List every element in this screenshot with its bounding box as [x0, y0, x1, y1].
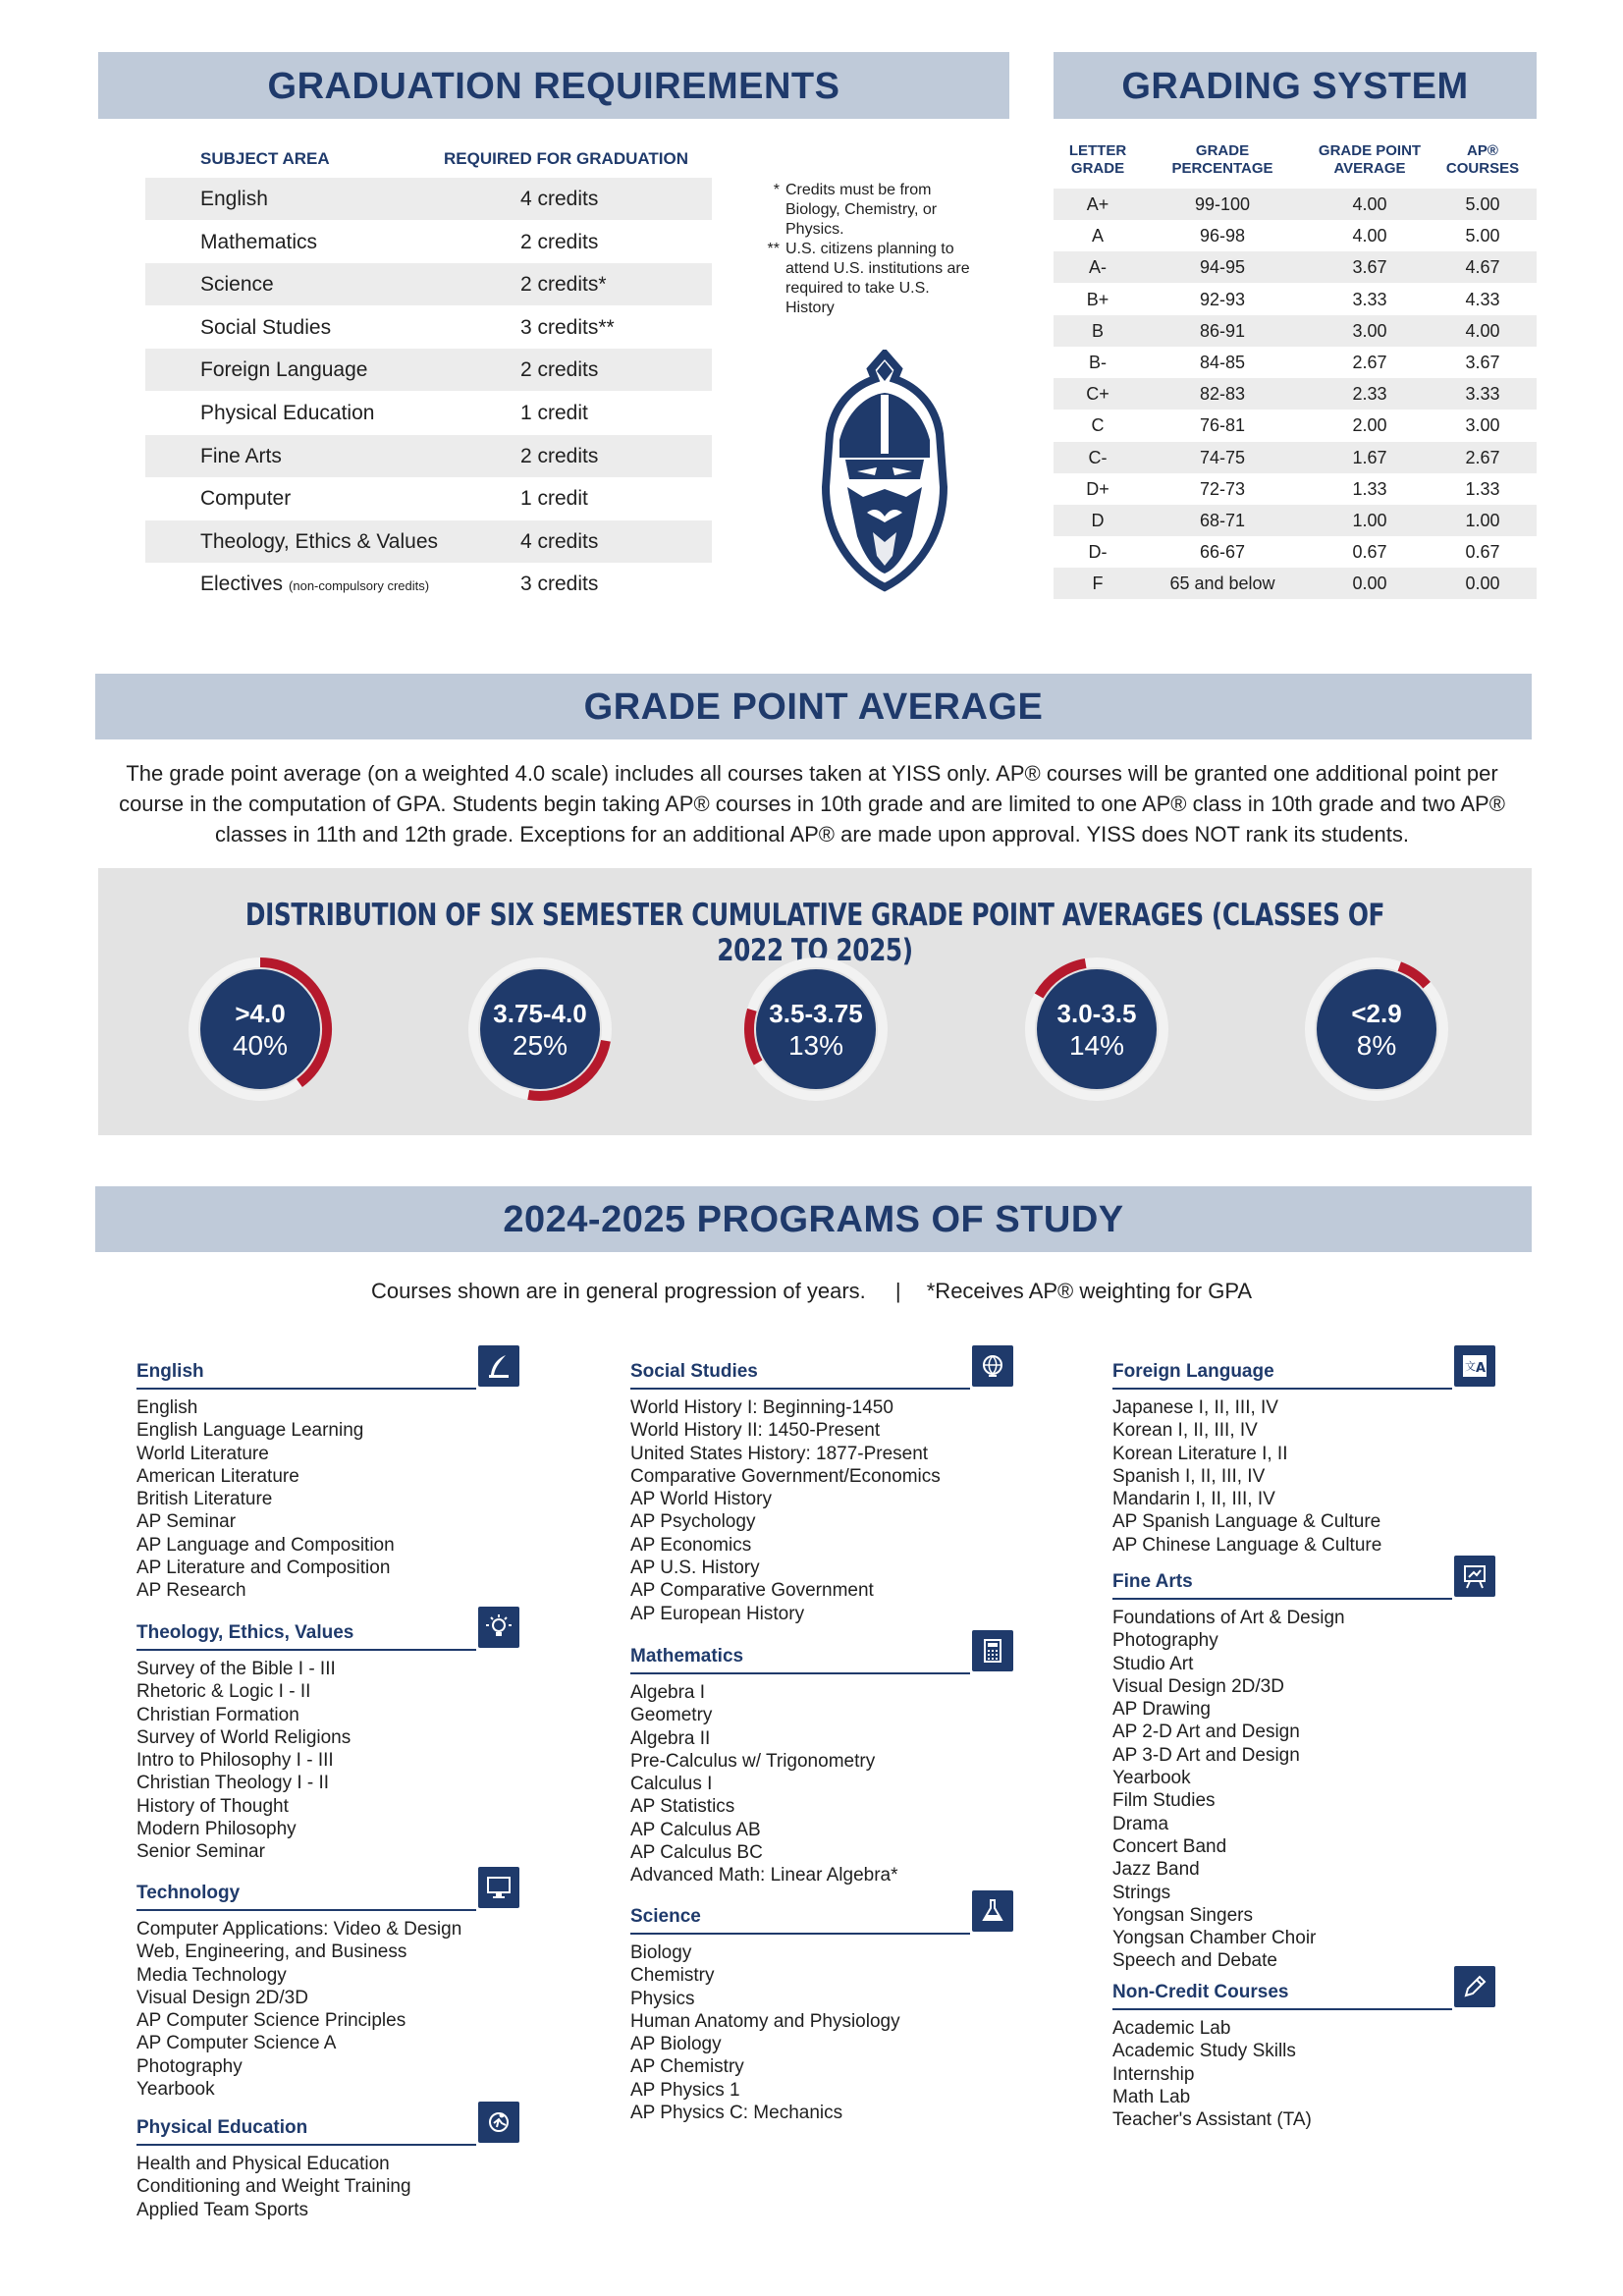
gpa-donut — [743, 957, 889, 1102]
course-item: Academic Study Skills — [1112, 2041, 1296, 2062]
course-item: Chemistry — [630, 1965, 715, 1987]
donut-percent: 8% — [1356, 1030, 1397, 1061]
gs-ap: 1.00 — [1465, 511, 1500, 530]
course-item: Algebra II — [630, 1727, 711, 1749]
course-item: Spanish I, II, III, IV — [1112, 1465, 1266, 1487]
lightbulb-icon — [478, 1607, 519, 1648]
course-item: Foundations of Art & Design — [1112, 1608, 1345, 1628]
donut-range: >4.0 — [235, 999, 286, 1028]
course-item: AP Seminar — [136, 1511, 237, 1533]
grad-subject-name: Social Studies — [200, 315, 332, 339]
grad-row — [145, 392, 712, 434]
grad-subject-name: Foreign Language — [200, 358, 368, 382]
grad-row — [145, 178, 712, 220]
course-item: AP Chinese Language & Culture — [1112, 1534, 1382, 1556]
course-item: Korean I, II, III, IV — [1112, 1420, 1258, 1442]
course-item: Biology — [630, 1942, 692, 1963]
course-item: AP Computer Science A — [136, 2033, 337, 2054]
gs-ap: 4.33 — [1465, 289, 1500, 309]
category-rule — [136, 1649, 476, 1651]
note-science: * Credits must be from Biology, Chemistry, or Physics. — [773, 182, 938, 238]
course-list — [136, 1658, 351, 1864]
distribution-title: DISTRIBUTION OF SIX SEMESTER CUMULATIVE GRADE POINT AVERAGES (CLASSES OF 2022 TO 2025) — [244, 898, 1385, 968]
category-title: Physical Education — [136, 2117, 308, 2138]
gs-letter: C — [1091, 415, 1105, 436]
gs-col-letter: LETTER GRADE — [1068, 142, 1127, 177]
course-item: Academic Lab — [1112, 2018, 1231, 2039]
course-item: Internship — [1112, 2063, 1195, 2085]
grading-banner: GRADING SYSTEM — [1054, 52, 1537, 119]
course-item: AP Language and Composition — [136, 1534, 395, 1556]
globe-icon — [972, 1345, 1013, 1387]
category-rule — [1112, 2008, 1452, 2010]
course-item: World History I: Beginning-1450 — [630, 1397, 893, 1418]
grad-credits: 4 credits — [520, 529, 599, 553]
gs-letter: A — [1091, 226, 1104, 246]
grading-row — [1054, 536, 1537, 568]
course-item: AP Physics C: Mechanics — [630, 2103, 843, 2124]
course-item: AP Physics 1 — [630, 2079, 740, 2101]
gs-ap: 4.00 — [1465, 320, 1500, 341]
course-item: Human Anatomy and Physiology — [630, 2010, 900, 2032]
course-item: Yongsan Chamber Choir — [1112, 1928, 1317, 1949]
course-item: AP Chemistry — [630, 2056, 744, 2078]
note-history: ** U.S. citizens planning to attend U.S. institutions are required to take U.S. History — [767, 241, 970, 316]
course-item: Physics — [630, 1988, 695, 2009]
course-list — [1112, 2017, 1312, 2131]
category-title: Foreign Language — [1112, 1361, 1274, 1382]
course-item: Christian Formation — [136, 1704, 299, 1725]
course-item: AP Spanish Language & Culture — [1112, 1511, 1381, 1533]
gs-gpa: 4.00 — [1352, 194, 1387, 214]
category-title: Non-Credit Courses — [1112, 1982, 1289, 2002]
grad-row — [145, 306, 712, 349]
gs-gpa: 2.00 — [1352, 415, 1387, 436]
donut-graphic — [1024, 957, 1169, 1102]
donut-center — [1317, 969, 1436, 1089]
course-item: Math Lab — [1112, 2086, 1191, 2107]
course-list — [136, 1396, 395, 1603]
programs-subtitle-text: Courses shown are in general progression of years. — [370, 1279, 866, 1303]
course-item: Advanced Math: Linear Algebra* — [630, 1865, 898, 1886]
grad-subject-name: Theology, Ethics & Values — [200, 529, 439, 553]
course-item: Health and Physical Education — [136, 2154, 390, 2174]
grading-row — [1054, 315, 1537, 347]
donut-center — [480, 969, 600, 1089]
grad-subject-name: Fine Arts — [200, 444, 282, 467]
course-item: Drama — [1112, 1813, 1169, 1834]
course-item: Intro to Philosophy I - III — [136, 1750, 334, 1772]
course-item: Conditioning and Weight Training — [136, 2176, 411, 2198]
gs-col-gpa: GRADE POINT AVERAGE — [1318, 142, 1422, 177]
course-item: Media Technology — [136, 1964, 287, 1986]
donut-graphic — [188, 957, 333, 1102]
course-list — [136, 2153, 411, 2221]
gs-letter: D — [1091, 511, 1105, 530]
donut-range: 3.75-4.0 — [493, 999, 587, 1028]
course-item: Web, Engineering, and Business — [136, 1941, 407, 1963]
gpa-banner: GRADE POINT AVERAGE — [95, 674, 1532, 739]
grad-row — [145, 563, 712, 605]
course-item: Senior Seminar — [136, 1841, 265, 1863]
grad-subject — [200, 188, 268, 211]
grad-subject-name: Physical Education — [200, 402, 375, 424]
course-item: Photography — [136, 2055, 243, 2077]
grad-row — [145, 477, 712, 519]
grad-subject-note: (non-compulsory credits) — [289, 578, 430, 594]
course-list — [1112, 1607, 1345, 1973]
grad-subject — [200, 231, 317, 254]
donut-graphic — [467, 957, 613, 1102]
grad-subject — [200, 573, 429, 596]
grad-col-required: REQUIRED FOR GRADUATION — [444, 149, 689, 168]
category-rule — [1112, 1388, 1452, 1390]
gs-ap: 3.67 — [1465, 353, 1500, 372]
grad-credits: 3 credits — [520, 573, 599, 596]
monitor-icon — [478, 1867, 519, 1908]
course-item: AP U.S. History — [630, 1558, 760, 1579]
flask-icon — [972, 1890, 1013, 1932]
course-item: English Language Learning — [136, 1420, 364, 1442]
pencil-icon — [1454, 1966, 1495, 2007]
programs-subtitle-note: *Receives AP® weighting for GPA — [926, 1279, 1253, 1303]
course-item: Yearbook — [1112, 1768, 1191, 1789]
gs-percent: 92-93 — [1199, 289, 1246, 309]
gpa-description: The grade point average (on a weighted 4.0 scale) includes all courses taken at YISS only. AP® courses will be granted one additional point per course in the computation of GPA. Students begin taking AP® courses in 10th grade and are limited to one AP® class in 10th grade and two AP® classes in 11th and 12th grade. Exceptions for an additional AP® are made upon approval. YISS does NOT rank its students. — [119, 761, 1505, 847]
course-item: Strings — [1112, 1882, 1171, 1903]
course-item: English — [136, 1397, 198, 1418]
course-item: AP European History — [630, 1603, 805, 1624]
gs-gpa: 2.67 — [1352, 353, 1387, 372]
gpa-donut — [467, 957, 613, 1102]
graduation-notes — [764, 181, 980, 318]
course-item: AP World History — [630, 1489, 772, 1510]
course-item: Concert Band — [1112, 1835, 1227, 1857]
course-item: Korean Literature I, II — [1112, 1443, 1288, 1464]
gs-gpa: 3.00 — [1352, 320, 1387, 341]
category-rule — [630, 1388, 970, 1390]
grad-subject-name: Electives — [200, 573, 284, 596]
gs-gpa: 0.00 — [1352, 574, 1387, 594]
gs-gpa: 1.67 — [1352, 447, 1387, 467]
translate-icon — [1454, 1345, 1495, 1387]
course-list — [630, 1681, 898, 1887]
gpa-donut — [1304, 957, 1449, 1102]
grad-credits: 2 credits — [520, 358, 599, 382]
course-item: Teacher's Assistant (TA) — [1112, 2109, 1312, 2131]
category-title: Fine Arts — [1112, 1571, 1193, 1592]
programs-subtitle — [0, 1279, 1623, 1304]
donut-percent: 40% — [232, 1030, 289, 1061]
gs-percent: 65 and below — [1169, 574, 1275, 594]
gs-percent: 94-95 — [1199, 257, 1246, 278]
grad-credits: 2 credits — [520, 444, 599, 467]
course-list — [136, 1918, 461, 2101]
donut-range: 3.5-3.75 — [769, 999, 863, 1028]
course-item: Algebra I — [630, 1682, 706, 1703]
course-item: AP 2-D Art and Design — [1112, 1722, 1300, 1743]
gs-letter: A+ — [1086, 194, 1109, 214]
course-item: American Literature — [136, 1465, 299, 1487]
grad-subject — [200, 487, 291, 511]
grad-subject — [200, 358, 367, 382]
donut-range: 3.0-3.5 — [1056, 999, 1137, 1028]
grad-subject — [200, 402, 374, 425]
grad-credits: 1 credit — [520, 487, 588, 511]
course-item: AP Computer Science Principles — [136, 2010, 406, 2032]
donut-graphic — [1304, 957, 1449, 1102]
grading-row — [1054, 378, 1537, 410]
course-item: Speech and Debate — [1112, 1950, 1277, 1972]
calculator-icon — [972, 1630, 1013, 1671]
gs-letter: D+ — [1086, 478, 1109, 499]
gs-percent: 99-100 — [1194, 194, 1251, 214]
gs-gpa: 2.33 — [1352, 384, 1387, 405]
course-item: Pre-Calculus w/ Trigonometry — [630, 1750, 876, 1772]
gs-percent: 68-71 — [1199, 511, 1246, 530]
course-item: History of Thought — [136, 1795, 289, 1817]
category-rule — [630, 1672, 970, 1674]
gs-percent: 82-83 — [1199, 384, 1246, 405]
svg-text:A: A — [1476, 1361, 1487, 1376]
course-item: World Literature — [136, 1443, 269, 1464]
grad-subject — [200, 445, 282, 468]
course-item: AP Calculus AB — [630, 1819, 761, 1840]
grading-row — [1054, 347, 1537, 378]
grad-subject — [200, 273, 274, 297]
donut-center — [200, 969, 320, 1089]
course-item: Computer Applications: Video & Design — [136, 1919, 462, 1940]
donut-percent: 14% — [1068, 1030, 1125, 1061]
course-item: Calculus I — [630, 1774, 713, 1795]
grading-row — [1054, 505, 1537, 536]
grad-row — [145, 221, 712, 263]
gpa-donut — [1024, 957, 1169, 1102]
course-item: Jazz Band — [1112, 1859, 1200, 1881]
gs-ap: 5.00 — [1465, 194, 1500, 214]
donut-center — [1037, 969, 1157, 1089]
category-title: Science — [630, 1906, 701, 1927]
gs-percent: 86-91 — [1199, 320, 1246, 341]
grad-row — [145, 435, 712, 477]
course-item: Visual Design 2D/3D — [1112, 1675, 1284, 1697]
gs-gpa: 1.33 — [1352, 478, 1387, 499]
knight-mascot-icon — [818, 350, 951, 592]
grad-row — [145, 520, 712, 563]
gs-ap: 2.67 — [1465, 447, 1500, 467]
gs-percent: 96-98 — [1199, 226, 1246, 246]
gs-letter: A- — [1089, 257, 1107, 278]
course-item: AP Comparative Government — [630, 1580, 874, 1602]
gs-gpa: 3.67 — [1352, 257, 1387, 278]
course-item: British Literature — [136, 1489, 273, 1510]
grad-row — [145, 263, 712, 305]
graduation-banner: GRADUATION REQUIREMENTS — [98, 52, 1009, 119]
gs-letter: D- — [1088, 542, 1108, 563]
category-rule — [1112, 1598, 1452, 1600]
category-title: Theology, Ethics, Values — [136, 1622, 354, 1643]
programs-subtitle-separator: | — [894, 1279, 901, 1303]
grading-row — [1054, 220, 1537, 251]
course-item: Survey of World Religions — [136, 1726, 352, 1748]
grading-row — [1054, 442, 1537, 473]
course-item: Mandarin I, II, III, IV — [1112, 1489, 1275, 1510]
grad-subject — [200, 316, 331, 340]
course-item: Modern Philosophy — [136, 1819, 297, 1840]
course-item: AP Research — [136, 1580, 246, 1602]
gs-gpa: 4.00 — [1352, 226, 1387, 246]
course-item: AP 3-D Art and Design — [1112, 1744, 1300, 1766]
grading-row — [1054, 284, 1537, 315]
gs-ap: 1.33 — [1465, 478, 1500, 499]
gs-letter: F — [1092, 574, 1104, 594]
category-rule — [136, 1388, 476, 1390]
course-list — [630, 1941, 900, 2124]
grad-credits: 1 credit — [520, 402, 588, 424]
course-item: Studio Art — [1112, 1653, 1194, 1674]
grad-row — [145, 349, 712, 391]
programs-banner: 2024-2025 PROGRAMS OF STUDY — [95, 1186, 1532, 1252]
grading-row — [1054, 568, 1537, 599]
gs-gpa: 0.67 — [1352, 542, 1387, 563]
grad-credits: 2 credits* — [520, 273, 607, 297]
running-icon — [478, 2102, 519, 2143]
grad-credits: 4 credits — [520, 188, 599, 210]
easel-icon — [1454, 1556, 1495, 1597]
course-item: World History II: 1450-Present — [630, 1420, 881, 1442]
course-item: AP Drawing — [1112, 1699, 1211, 1721]
category-rule — [136, 2144, 476, 2146]
course-item: Geometry — [630, 1705, 713, 1726]
course-item: AP Economics — [630, 1534, 752, 1556]
course-item: Survey of the Bible I - III — [136, 1659, 336, 1679]
gs-ap: 0.67 — [1465, 542, 1500, 563]
category-title: Mathematics — [630, 1646, 744, 1667]
gs-letter: C+ — [1086, 384, 1109, 405]
course-item: AP Literature and Composition — [136, 1558, 391, 1579]
gs-letter: B — [1091, 320, 1104, 341]
grading-row — [1054, 410, 1537, 441]
course-item: Applied Team Sports — [136, 2199, 308, 2220]
grad-subject-name: Computer — [200, 487, 292, 511]
course-list — [1112, 1396, 1381, 1557]
grad-credits: 2 credits — [520, 230, 599, 253]
course-item: Film Studies — [1112, 1790, 1216, 1812]
gs-ap: 0.00 — [1465, 574, 1500, 594]
gs-ap: 4.67 — [1465, 257, 1500, 278]
grading-row — [1054, 189, 1537, 220]
course-item: Comparative Government/Economics — [630, 1465, 941, 1487]
course-item: Rhetoric & Logic I - II — [136, 1681, 311, 1703]
gs-gpa: 3.33 — [1352, 289, 1387, 309]
grad-subject-name: Mathematics — [200, 230, 318, 253]
gs-ap: 5.00 — [1465, 226, 1500, 246]
gs-col-ap: AP® COURSES — [1445, 142, 1520, 177]
course-item: AP Psychology — [630, 1511, 756, 1533]
course-item: Christian Theology I - II — [136, 1773, 330, 1794]
gs-percent: 74-75 — [1199, 447, 1246, 467]
course-item: Yearbook — [136, 2079, 215, 2101]
grading-row — [1054, 251, 1537, 283]
gs-percent: 66-67 — [1199, 542, 1246, 563]
gs-ap: 3.00 — [1465, 415, 1500, 436]
gs-ap: 3.33 — [1465, 384, 1500, 405]
gpa-donut — [188, 957, 333, 1102]
course-item: United States History: 1877-Present — [630, 1443, 929, 1464]
grad-col-subject: SUBJECT AREA — [200, 149, 330, 168]
category-rule — [136, 1909, 476, 1911]
category-rule — [630, 1933, 970, 1935]
grad-subject — [200, 530, 438, 554]
course-item: Visual Design 2D/3D — [136, 1987, 308, 2008]
course-item: Japanese I, II, III, IV — [1112, 1397, 1278, 1418]
gs-percent: 72-73 — [1199, 478, 1246, 499]
grad-subject-name: Science — [200, 273, 274, 297]
donut-graphic — [743, 957, 889, 1102]
grading-row — [1054, 473, 1537, 505]
course-item: AP Biology — [630, 2034, 722, 2055]
grad-credits: 3 credits** — [520, 315, 615, 339]
donut-percent: 13% — [787, 1030, 844, 1061]
gs-percent: 84-85 — [1199, 353, 1246, 372]
gs-letter: C- — [1088, 447, 1108, 467]
category-title: Social Studies — [630, 1361, 758, 1382]
gs-gpa: 1.00 — [1352, 511, 1387, 530]
quill-icon — [478, 1345, 519, 1387]
svg-text:文: 文 — [1465, 1360, 1476, 1373]
gs-percent: 76-81 — [1199, 415, 1246, 436]
course-item: Photography — [1112, 1630, 1218, 1652]
category-title: Technology — [136, 1883, 241, 1903]
gs-letter: B- — [1089, 353, 1107, 372]
course-list — [630, 1396, 941, 1625]
gs-col-percent: GRADE PERCENTAGE — [1171, 142, 1273, 177]
course-item: Yongsan Singers — [1112, 1904, 1253, 1926]
donut-percent: 25% — [512, 1030, 568, 1061]
donut-center — [756, 969, 876, 1089]
gs-letter: B+ — [1086, 289, 1109, 309]
course-item: AP Statistics — [630, 1796, 735, 1818]
category-title: English — [136, 1361, 204, 1382]
grad-subject-name: English — [200, 188, 268, 210]
donut-range: <2.9 — [1351, 999, 1402, 1028]
course-item: AP Calculus BC — [630, 1842, 763, 1864]
